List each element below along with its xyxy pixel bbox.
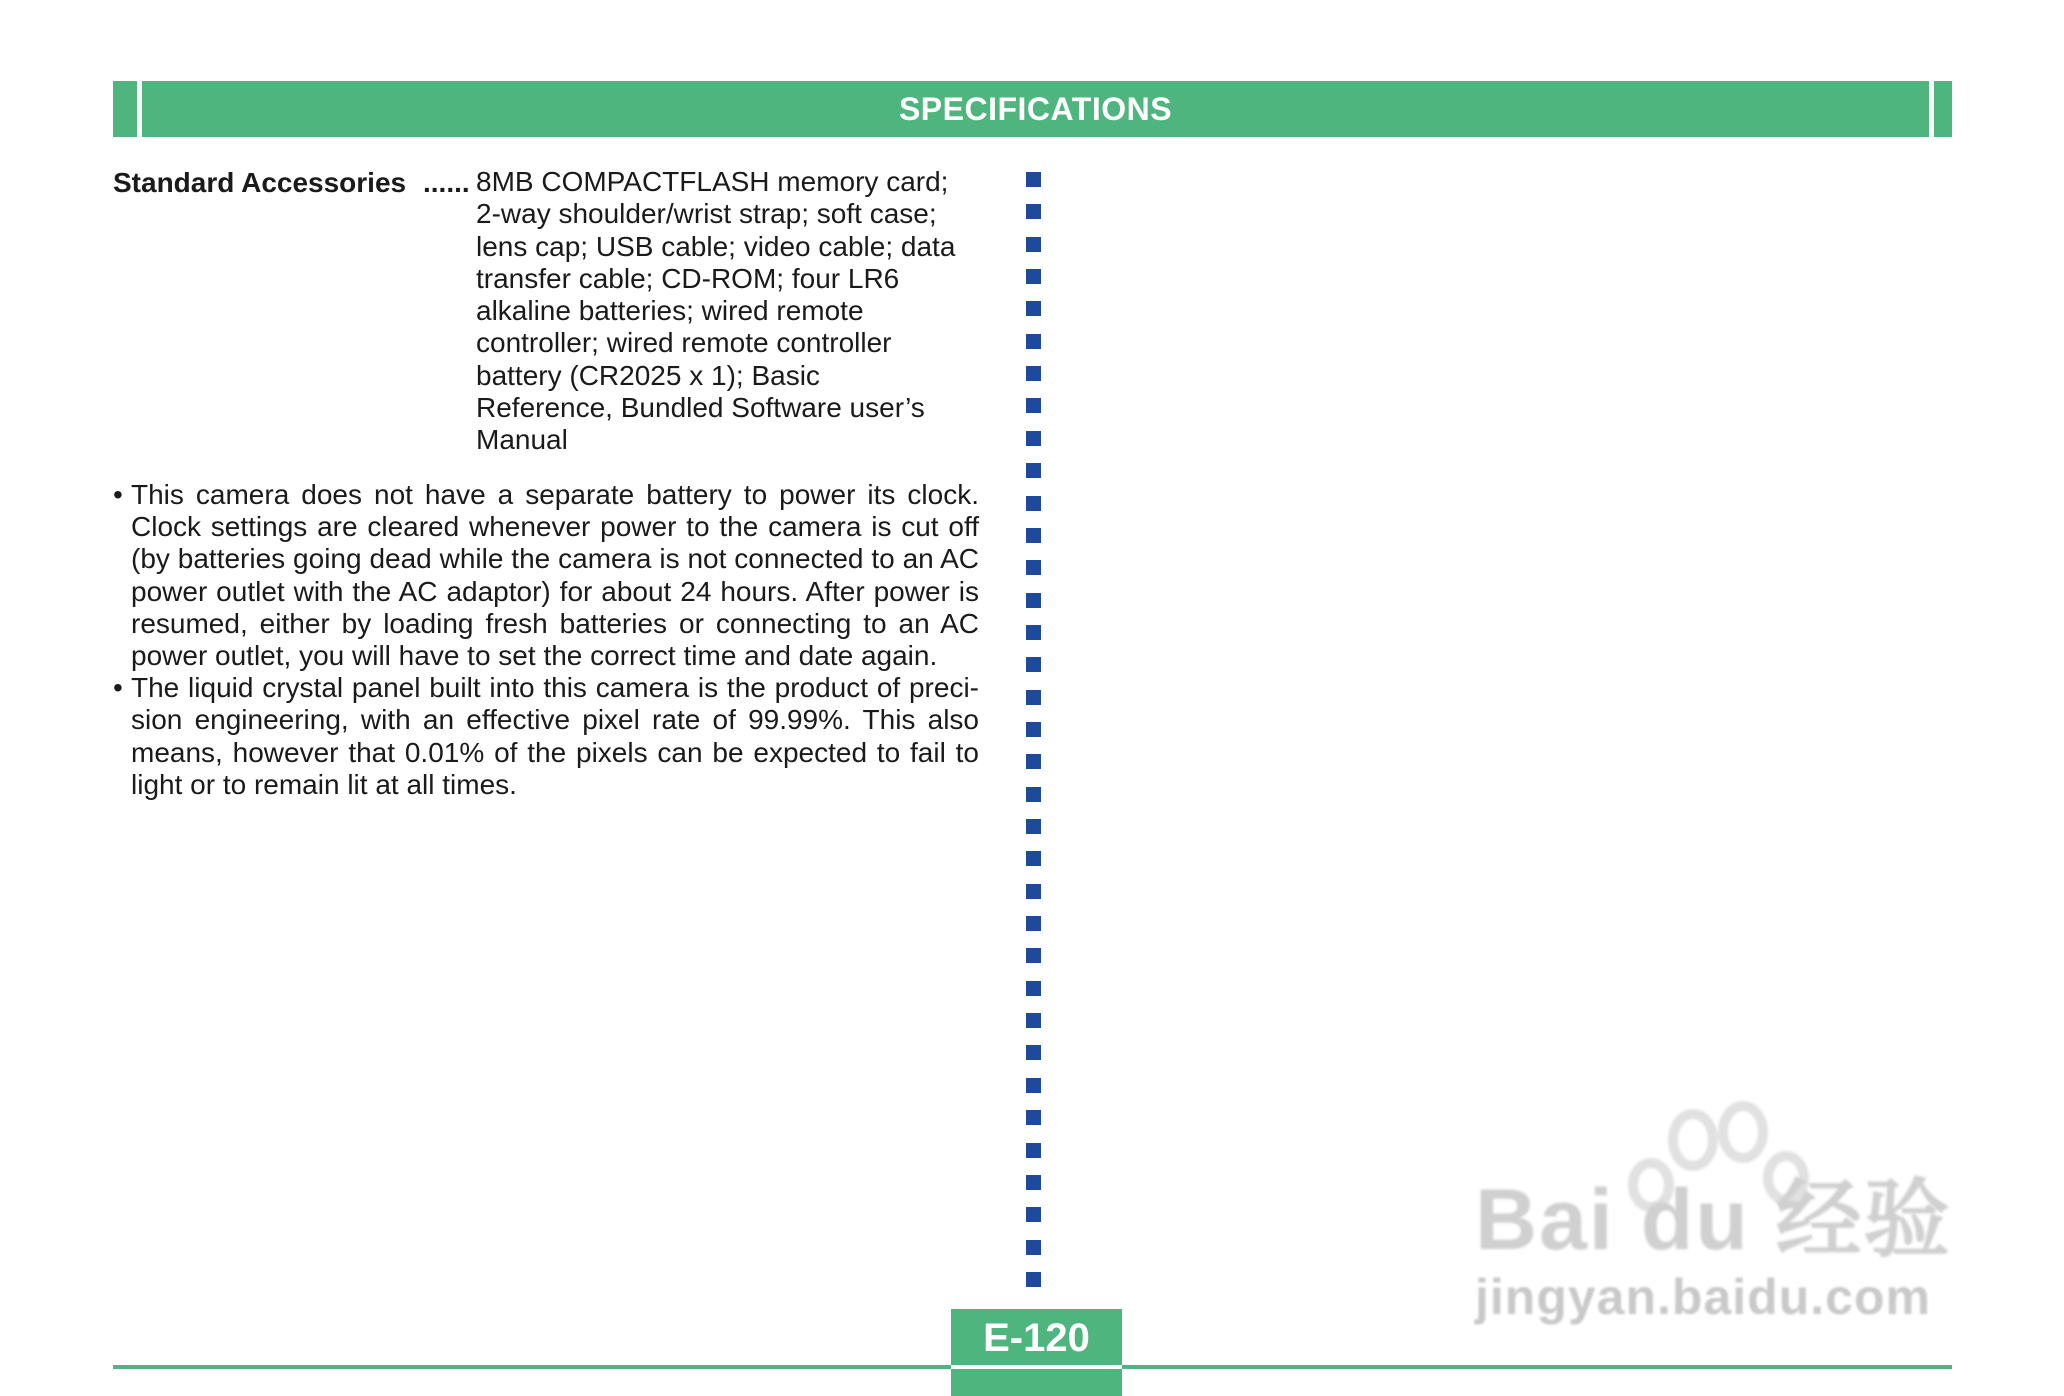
spec-value-line: transfer cable; CD-ROM; four LR6	[476, 262, 900, 294]
divider-square	[1026, 884, 1041, 899]
spec-value-line: controller; wired remote controller	[476, 327, 892, 359]
watermark-url: jingyan.baidu.com	[1475, 1269, 1931, 1325]
spec-value	[476, 166, 996, 457]
divider-square	[1026, 948, 1041, 963]
header-bar-divider-right	[1929, 81, 1934, 137]
divider-square	[1026, 528, 1041, 543]
divider-square	[1026, 690, 1041, 705]
divider-square	[1026, 787, 1041, 802]
divider-square	[1026, 1045, 1041, 1060]
spec-value-line: alkaline batteries; wired remote	[476, 295, 864, 327]
divider-square	[1026, 625, 1041, 640]
divider-square	[1026, 172, 1041, 187]
divider-square	[1026, 593, 1041, 608]
bullet-icon: •	[113, 672, 123, 704]
page-number-tab-gap	[951, 1365, 1122, 1369]
divider-square	[1026, 560, 1041, 575]
note-text: This camera does not have a separate battery to power its clock. Clock settings are cleared whenever power to the camera is cut off (by batteries going dead while the camera is not connected to an AC power outlet with the AC adaptor) for about 24 hours. After power is resumed, either by loading fresh batteries or connecting to an AC power outlet, you will have to set the correct time and date again.	[131, 479, 979, 672]
divider-square	[1026, 1175, 1041, 1190]
divider-square	[1026, 366, 1041, 381]
watermark-brand: Bai du 经验	[1475, 1172, 1952, 1268]
divider-square	[1026, 851, 1041, 866]
divider-square	[1026, 1013, 1041, 1028]
divider-square	[1026, 269, 1041, 284]
divider-square	[1026, 301, 1041, 316]
spec-value-line: Manual	[476, 424, 568, 456]
divider-square	[1026, 496, 1041, 511]
spec-value-line: 2-way shoulder/wrist strap; soft case;	[476, 198, 937, 230]
spec-value-line: 8MB COMPACTFLASH memory card;	[476, 166, 949, 197]
divider-square	[1026, 237, 1041, 252]
spec-value-line: Reference, Bundled Software user’s	[476, 392, 925, 424]
divider-square	[1026, 334, 1041, 349]
divider-square	[1026, 1110, 1041, 1125]
spec-label: Standard Accessories	[113, 167, 407, 198]
divider-square	[1026, 1078, 1041, 1093]
divider-square	[1026, 1240, 1041, 1255]
note-item	[113, 479, 979, 672]
divider-square	[1026, 204, 1041, 219]
column-divider	[1026, 172, 1042, 1292]
note-item	[113, 672, 979, 801]
divider-square	[1026, 657, 1041, 672]
section-title: SPECIFICATIONS	[898, 91, 1173, 127]
spec-value-line: lens cap; USB cable; video cable; data	[476, 230, 956, 262]
page-number: E-120	[983, 1316, 1090, 1360]
divider-square	[1026, 754, 1041, 769]
bullet-icon: •	[113, 479, 123, 510]
notes-list	[113, 479, 979, 801]
divider-square	[1026, 916, 1041, 931]
divider-square	[1026, 981, 1041, 996]
spec-value-line: battery (CR2025 x 1); Basic	[476, 359, 820, 391]
divider-square	[1026, 463, 1041, 478]
divider-square	[1026, 1272, 1041, 1287]
spec-leader-dots: ......	[423, 167, 470, 198]
divider-square	[1026, 722, 1041, 737]
note-text: The liquid crystal panel built into this camera is the product of preci- sion engineering, with an effective pixel rate of 99.99%. This also means, however that 0.01% of the pixels can be expected to fail to light or to remain lit at all times.	[131, 672, 979, 800]
divider-square	[1026, 1207, 1041, 1222]
divider-square	[1026, 398, 1041, 413]
divider-square	[1026, 431, 1041, 446]
divider-square	[1026, 819, 1041, 834]
divider-square	[1026, 1143, 1041, 1158]
